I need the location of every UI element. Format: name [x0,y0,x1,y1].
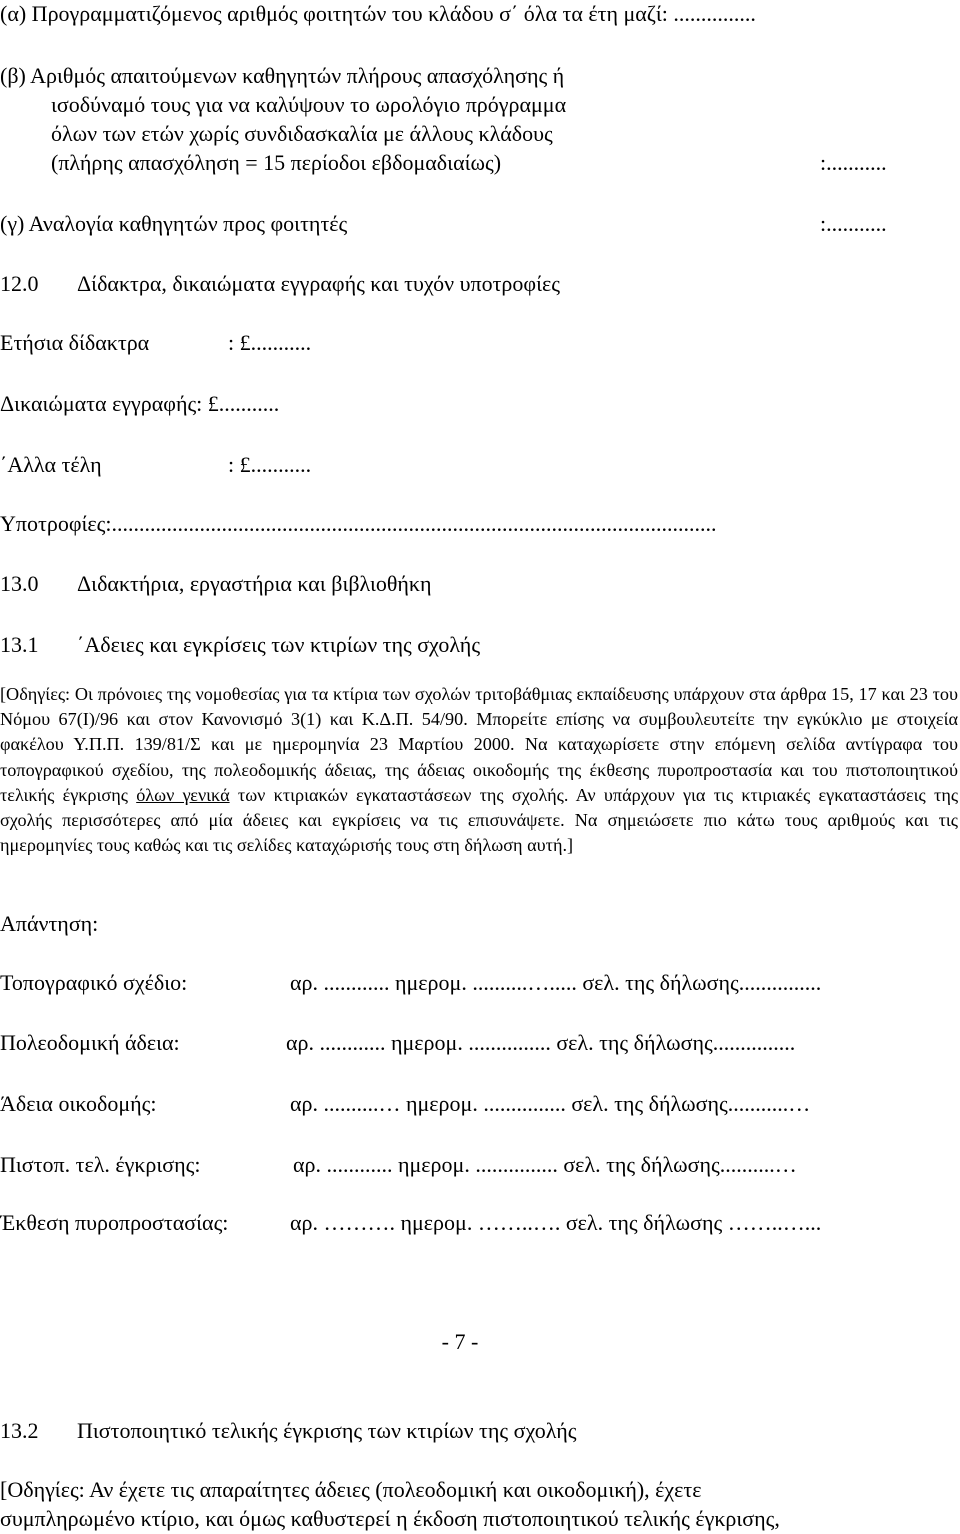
other-fees-label: ΄Αλλα τέλη [0,452,102,477]
section-13-2-title: Πιστοποιητικό τελικής έγκρισης των κτιρίων της σχολής [77,1418,577,1443]
registration-fees-line: Δικαιώματα εγγραφής: £........... [0,391,280,416]
item-b-line-2: ισοδύναμό τους για να καλύψουν το ωρολόγιο πρόγραμμα [51,92,567,117]
section-12-number: 12.0 [0,271,39,296]
item-g-value: :........... [820,211,887,236]
section-13-number: 13.0 [0,571,39,596]
page-number: - 7 - [441,1329,479,1354]
instructions-underlined-text: όλων γενικά [136,784,230,805]
other-fees-value: : £........... [228,452,312,477]
topographic-plan-fields: αρ. ............ ημερομ. ..........…..... σελ. της δήλωσης............... [290,970,822,995]
item-a-line: (α) Προγραμματιζόμενος αριθμός φοιτητών του κλάδου σ΄ όλα τα έτη μαζί: ............... [0,1,756,26]
item-b-line-4: (πλήρης απασχόληση = 15 περίοδοι εβδομαδιαίως) [51,150,502,175]
section-13-1-number: 13.1 [0,632,39,657]
fire-safety-fields: αρ. ………. ημερομ. ……..…. σελ. της δήλωσης ……..…... [290,1210,822,1235]
section-13-1-instructions [0,682,958,858]
building-permit-label: Άδεια οικοδομής: [0,1091,157,1116]
annual-fees-label: Ετήσια δίδακτρα [0,330,150,355]
annual-fees-value: : £........... [228,330,312,355]
final-approval-fields: αρ. ............ ημερομ. ............... σελ. της δήλωσης..........… [293,1152,797,1177]
answer-label: Απάντηση: [0,911,99,936]
planning-permit-fields: αρ. ............ ημερομ. ............... σελ. της δήλωσης............... [286,1030,796,1055]
section-13-2-number: 13.2 [0,1418,39,1443]
planning-permit-label: Πολεοδομική άδεια: [0,1030,180,1055]
scholarships-line: Υποτροφίες:.............................................................................................................. [0,511,717,536]
topographic-plan-label: Τοπογραφικό σχέδιο: [0,970,188,995]
final-approval-label: Πιστοπ. τελ. έγκρισης: [0,1152,201,1177]
instructions-text-end: των κτιριακών εγκαταστάσεων της σχολής. Αν υπάρχουν για τις κτιριακές εγκαταστάσεις της σχολής περισσότερες από μία άδειες και εγκρίσεις να τις επισυνάψετε. Να σημειώσετε πιο κάτω τους αριθμούς και τις ημερομηνίες τους καθώς και τις σελίδες καταχώρισής τους στη δήλωση αυτή.] [0,784,959,856]
item-b-line-1: (β) Αριθμός απαιτούμενων καθηγητών πλήρους απασχόλησης ή [0,63,565,88]
section-13-2-line-2: συμπληρωμένο κτίριο, και όμως καθυστερεί η έκδοση πιστοποιητικού τελικής έγκρισης, [0,1506,780,1531]
fire-safety-label: Έκθεση πυροπροστασίας: [0,1210,229,1235]
section-13-title: Διδακτήρια, εργαστήρια και βιβλιοθήκη [77,571,432,596]
section-13-1-title: ΄Αδειες και εγκρίσεις των κτιρίων της σχολής [77,632,481,657]
instructions-text-start: [Οδηγίες: Οι πρόνοιες της νομοθεσίας για τα κτίρια των σχολών τριτοβάθμιας εκπαίδευσης υπάρχουν στα άρθρα 15, 17 και 23 του Νόμου 67(Ι)/96 και στον Κανονισμό 3(1) και Κ.Δ.Π. 54/90. Μπορείτε επίσης να συμβουλευτείτε την εγκύκλιο με στοιχεία φακέλου Υ.Π.Π. 139/81/Σ και με ημερομηνία 23 Μαρτίου 2000. Να καταχωρίσετε στην επόμενη σελίδα αντίγραφα του τοπογραφικού σχεδίου, της πολεοδομικής άδειας, της άδειας οικοδομής της έκθεσης πυροπροστασία και του πιστοποιητικού τελικής έγκρισης [0,684,958,805]
item-g-label: (γ) Αναλογία καθηγητών προς φοιτητές [0,211,348,236]
item-b-line-3: όλων των ετών χωρίς συνδιδασκαλία με άλλους κλάδους [51,121,553,146]
item-b-value: :........... [820,150,887,175]
section-12-title: Δίδακτρα, δικαιώματα εγγραφής και τυχόν υποτροφίες [77,271,560,296]
building-permit-fields: αρ. ..........… ημερομ. ............... σελ. της δήλωσης...........… [290,1091,811,1116]
section-13-2-line-1: [Οδηγίες: Αν έχετε τις απαραίτητες άδειες (πολεοδομική και οικοδομική), έχετε [0,1477,702,1502]
